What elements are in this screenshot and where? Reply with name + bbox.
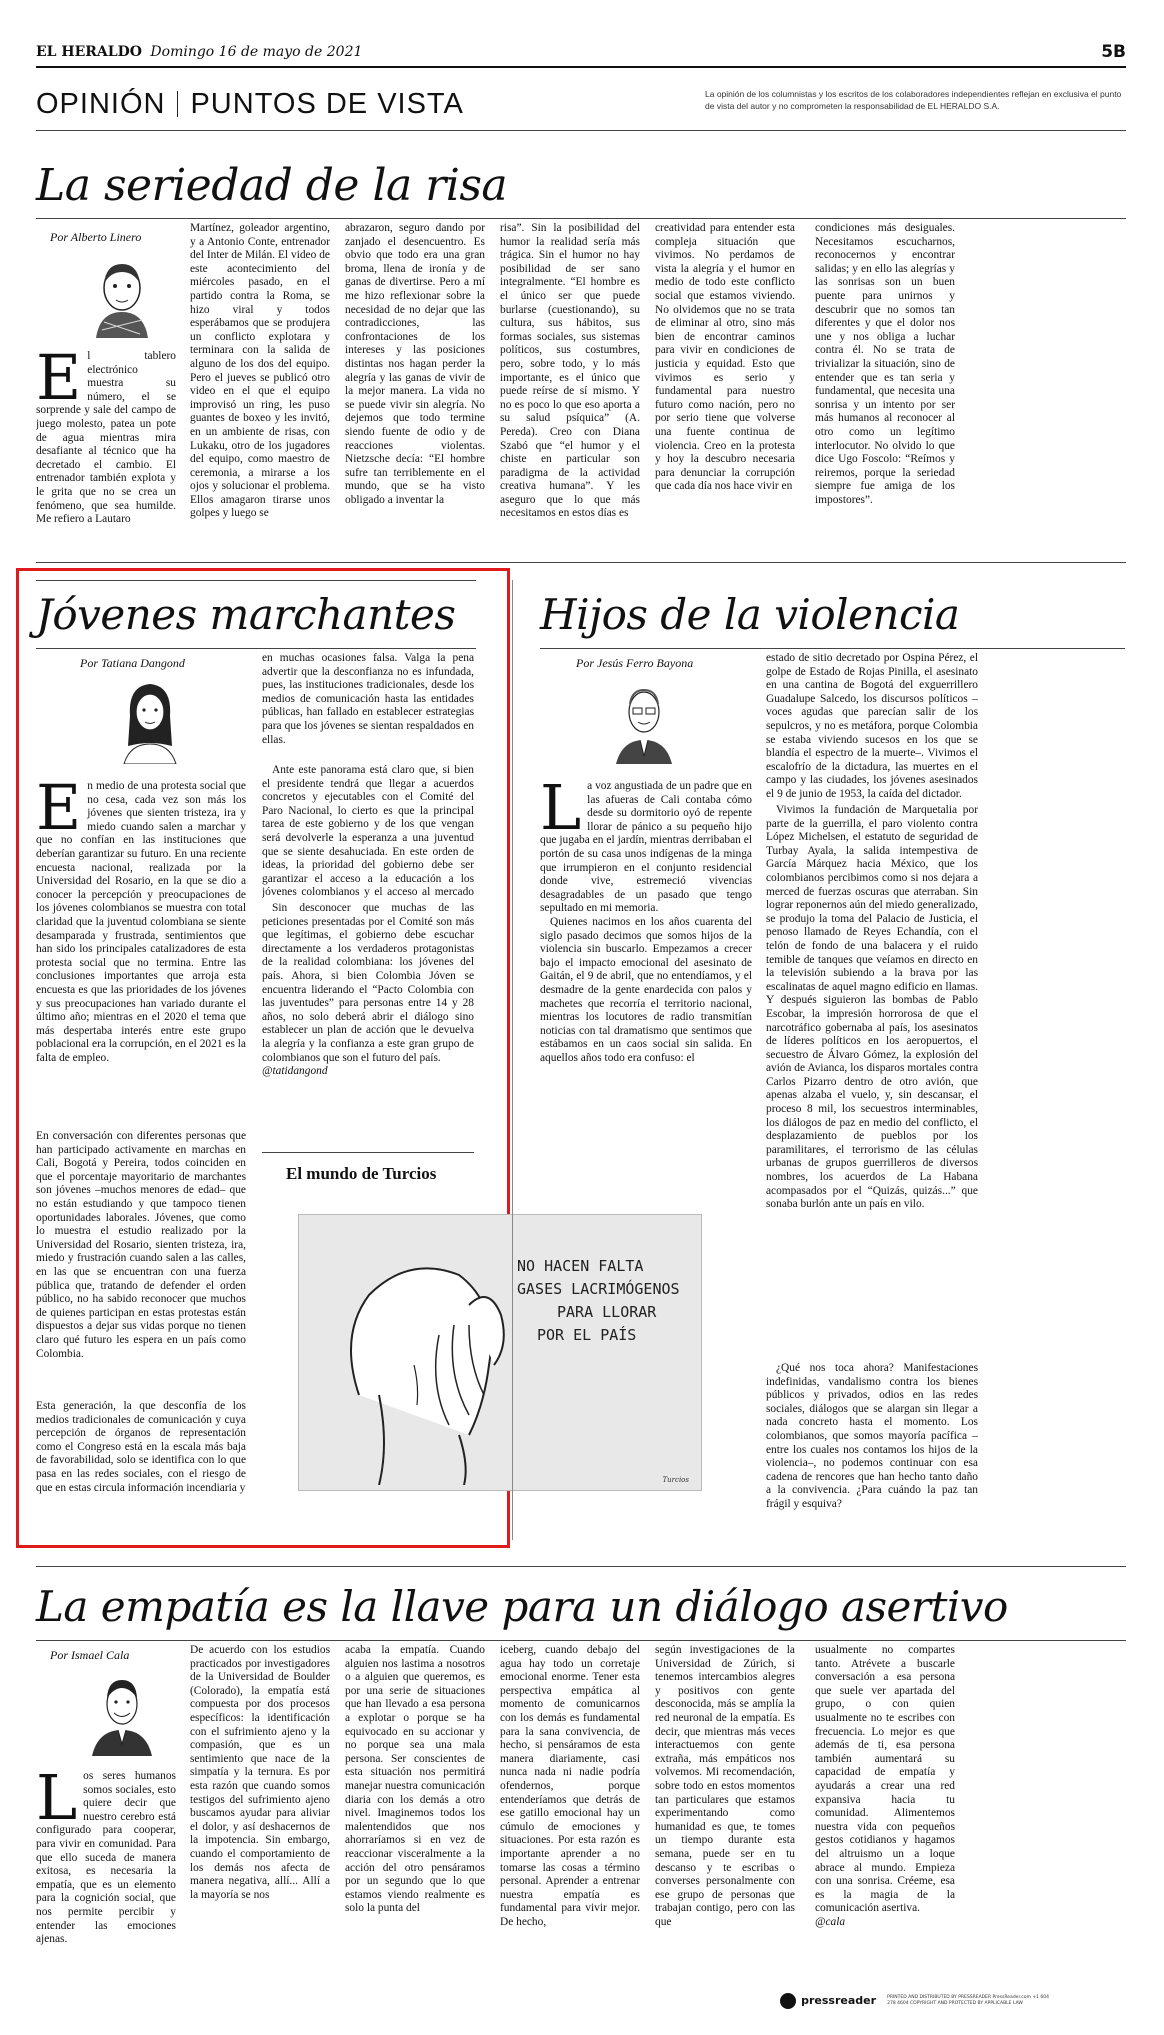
crying-figure-drawing [319,1245,519,1485]
issue-date: Domingo 16 de mayo de 2021 [150,44,363,60]
masthead [36,44,1126,64]
section-rule [36,130,1126,131]
author-portrait [82,1668,162,1756]
article-rule [36,1566,1126,1567]
author-portrait [110,676,190,764]
column-text: n medio de una protesta social que no cesa, cada vez son más los jóvenes que sienten tristeza, ira y miedo cuando salen a marchar y que no confían en las instituciones que deberían garantizar su futuro. En una reciente encuesta nacional, realizada por la Universidad del Rosario, en la que se dio a conocer la percepción y preocupaciones de los jóvenes colombianos se muestra con total claridad que la juventud colombiana se siente desamparada y frustrada, sentimientos que han sido los principales catalizadores de esta protesta social que no termina. Entre las conclusiones importantes que arroja esta encuesta es que las prioridades de los jóvenes y sus preocupaciones han variado durante el último año; mientras en el 2020 el tema que más despertaba interés entre este grupo poblacional era la corrupción, en el 2021 es la falta de empleo. [36,780,246,1064]
article-column: iceberg, cuando debajo del agua hay todo un corretaje emocional enorme. Tener esta perspectiva empática al momento de comunicarnos con los demás es fundamental para la sana convivencia, de hecho, si pensáramos de esta manera diariamente, casi nunca nada ni nadie podría ofendernos, porque entenderíamos que detrás de ese gatillo emocional hay un cúmulo de emociones y situaciones. Por esta razón es importante aprender a no tomarse las cosas a término personal. Aprender a entrenar nuestra empatía es fundamental para vivir mejor. De hecho, [500,1644,640,1928]
article-column [36,1770,176,1970]
column-paragraph: ¿Qué nos toca ahora? Manifestaciones indefinidas, vandalismo contra los bienes públicos y privados, odios en las redes sociales, diálogos que se alargan sin llegar a nada concreto hasta el momento. Los colombianos, que somos mayoría pacífica –entre los cuales nos contamos los hijos de la violencia–, no podemos continuar con esa cadena de rencores que han hecho tanto daño a la convivencia. ¿Para cuándo la paz tan frágil y esquiva? [766,1362,978,1510]
article-column [36,780,246,1130]
article-column: Martínez, goleador argentino, y a Antonio Conte, entrenador del Inter de Milán. El video de este acontecimiento del miércoles pasado, en el partido contra la Roma, se hizo viral y todos esperábamos que se produjera un conflicto explotara y terminara con la salida de alguno de los dos del equipo. Pero el jueves se publicó otro video en el que el equipo improvisó un ring, les puso guantes de boxeo y les invitó, en un ambiente de risas, con Lukaku, otro de los jugadores del equipo, como maestro de ceremonia, a mirarse a los ojos y solucionar el problema. Ellos amagaron tirarse unos golpes y luego se [190,222,330,520]
article-title: Hijos de la violencia [540,590,960,639]
section-header [36,88,464,121]
pressreader-icon [780,1993,796,2009]
drop-cap: E [36,780,82,844]
article-column [766,804,978,1360]
column-paragraph: Vivimos la fundación de Marquetalia por parte de la guerrilla, el paro violento contra López Michelsen, el estatuto de seguridad de Turbay Ayala, la salida intempestiva de García Márquez hacia México, que los colombianos percibimos como si nos dejara a merced de fuerzas oscuras que aterraban. Sin lograr reponernos aún del miedo generalizado, se produjo la toma del Palacio de Justicia, el penoso llamado de Reyes Echandía, con el telón de fondo de una balacera y el ruido temible de tanques que veíamos en directo en la televisión subiendo a la brava por las escalinatas de aquel magno edificio en llamas. Y después siguieron las bombas de Pablo Escobar, la impresión horrorosa de que el narcotráfico gobernaba al país, los asesinatos de líderes políticos en los aeropuertos, el secuestro de Álvaro Gómez, la explosión del avión de Avianca, los disparos mortales contra Carlos Pizarro dentro de otro avión, que apenas alzaba el vuelo, y, sin descansar, el proceso 8 mil, los secuestros interminables, los diálogos de paz en medio del conflicto, el desplazamiento de pueblos por los paramilitares, el terrorismo de las células urbanas de grupos guerrilleros de diversos nombres, los acuerdos de La Habana acompasados por el “Quizás, quizás...” que sonaba burlón ante un país en vilo. [766,804,978,1211]
article-rule [36,218,1126,219]
column-text: l tablero electrónico muestra su número, el se sorprende y sale del campo de juego molesto, patea un pote de agua mientras mira desafiante al técnico que ha decretado el cambio. El entrenador también explota y le grita que no se crea un fenómeno, que sea humilde. Me refiero a Lautaro [36,350,176,526]
section-disclaimer: La opinión de los columnistas y los escritos de los colaboradores independientes reflejan en exclusiva el punto de vista del autor y no comprometen la responsabilidad de EL HERALDO S.A. [705,89,1122,111]
article-byline: Por Ismael Cala [50,1648,130,1662]
column-paragraph: en muchas ocasiones falsa. Valga la pena advertir que la desconfianza no es infundada, pues, las instituciones tradicionales, desde los medios de comunicación hasta las entidades públicas, han fallado en establecer estrategias para que los jóvenes se sientan respaldados en ellas. [262,652,474,746]
article-column [540,780,752,1120]
cartoon-title: El mundo de Turcios [286,1164,437,1183]
article-column: acaba la empatía. Cuando alguien nos lastima a nosotros o a alguien que queremos, es por una serie de situaciones que han llevado a esa persona a explotar o porque se ha equivocado en su accionar y no porque sea una mala persona. Ser conscientes de esta situación nos permitirá manejar nuestra comunicación diaria con los demás a otro nivel. Imaginemos todos los malentendidos que nos ahorraríamos si en vez de reaccionar visceralmente a la acción del otro pensáramos por un segundo que lo que estamos viendo realmente es solo la punta del [345,1644,485,1915]
column-paragraph: Quienes nacimos en los años cuarenta del siglo pasado decimos que somos hijos de la violencia sin buscarlo. Empezamos a crecer bajo el impacto emocional del asesinato de Gaitán, el 9 de abril, que no entendíamos, y el desmadre de la gente enardecida con palos y machetes que recorría el territorio nacional, mientras los locutores de radio transmitían noticias con tal dramatismo que sentimos que estábamos en un caos social sin salida. En aquellos años todo era confuso: el [540,915,752,1064]
article-column: risa”. Sin la posibilidad del humor la realidad sería más trágica. Sin el humor no hay posibilidad de ser sano integralmente. “El hombre es el único ser que puede burlarse (cuestionando), su cultura, sus hábitos, sus formas sociales, sus sistemas políticos, sus costumbres, pero, sobre todo, y lo más importante, es el único que puede reírse de sí mismo. Y no es poco lo que eso aporta a su salud psíquica” (A. Pereda). Creo con Diana Szabó que “el humor y el chiste en particular son paradigma de la actividad creativa humana”. Y les aseguro que lo que más necesitamos en estos días es [500,222,640,520]
cartoon-caption-line: PARA LLORAR [557,1303,657,1321]
column-paragraph: Esta generación, la que desconfía de los medios tradicionales de comunicación y cuya percepción de órganos de representación como el Congreso está en la escala más baja de favorabilidad, solo se identifica con lo que pasa en las redes sociales, con el riesgo de que en estas circula información incendiaria y [36,1400,246,1494]
article-column [36,1130,246,1398]
author-portrait [604,676,684,764]
article-rule [36,580,476,581]
article-column: creatividad para entender esta compleja situación que vivimos. No perdamos de vista la alegría y el humor en medio de todo este conflicto social que estamos viviendo. No olvidemos que no se trata de eliminar al otro, sino más bien de encontrar caminos para vivir en condiciones de justicia y equidad. Esto que vivimos es serio y fundamental para nuestro futuro como nación, pero no por serio tiene que volverse una fuente continua de violencia. Creo en la protesta y hoy la descubro necesaria para denunciar la corrupción que cada día nos hace vivir en [655,222,795,493]
column-paragraph: Sin desconocer que muchas de las peticiones presentadas por el Comité son más que legítimas, el gobierno debe escuchar directamente a los verdaderos protagonistas de la realidad colombiana: los jóvenes del país. Ahora, si bien Colombia Jóven se encuentra liderando el “Pacto Colombia con las juventudes” para personas entre 14 y 28 años, no solo deberá abrir el diálogo sino establecer un plan de acción que le devuelva la alegría y la confianza a este gran grupo de colombianos que son el futuro del país. [262,902,474,1064]
article-column [36,350,176,530]
article-column [815,1644,955,1960]
cartoon-panel [298,1214,702,1491]
article-column [766,652,978,802]
footer [780,1990,1110,2012]
drop-cap: E [36,350,82,414]
cartoon-caption-line: GASES LACRIMÓGENOS [517,1280,680,1298]
section-subname: PUNTOS DE VISTA [190,88,464,120]
column-paragraph: estado de sitio decretado por Ospina Pérez, el golpe de Estado de Rojas Pinilla, el asesinato en una cantina de Bogotá del exguerrillero Guadalupe Salcedo, los discursos políticos –voces agudas que parecían salir de los sepulcros, y no es metáfora, porque Colombia se estaba viviendo sucesos en los que se blandía el espectro de la muerte–. Vivimos el escalofrío de la dictadura, las muertes en el campo y las ciudades, los jóvenes asesinados el 9 de junio de 1953, la caída del dictador. [766,652,978,800]
author-handle: @cala [815,1915,846,1928]
pressreader-logo: pressreader [801,1994,877,2007]
section-name: OPINIÓN [36,88,166,120]
cartoon-caption-line: NO HACEN FALTA [517,1257,644,1275]
masthead-rule [36,66,1126,68]
page-number: 5B [1101,42,1126,62]
author-handle: @tatidangond [262,1065,328,1078]
column-text: usualmente no compartes tanto. Atrévete a buscarle conversación a esa persona que suele ver apartada del grupo, o con quien usualmente no te escribes con frecuencia. Lo mejor es que además de ti, esa persona también aumentará su capacidad de empatía y ayudarás a crear una red expansiva hacia tu comunidad. Alimentemos nuestra vida con pequeños gestos cotidianos y hagamos del altruismo un a loque abrace al mundo. Empieza con una sonrisa. Créeme, esa es la magia de la comunicación asertiva. [815,1644,955,1915]
article-column: De acuerdo con los estudios practicados por investigadores de la Universidad de Boulder (Colorado), la empatía está compuesta por dos procesos específicos: la identificación con el sufrimiento ajeno y la compasión, que es un sentimiento que nace de la simpatía y la ternura. Es por esta razón que cuando somos testigos del sufrimiento ajeno buscamos ayudar para aliviar el dolor, y así deshacernos de la impotencia. Sin embargo, cuando el comportamiento de los demás nos afecta de manera negativa, allí... Allí a la mayoría se nos [190,1644,330,1901]
article-rule [36,562,1126,563]
article-column: según investigaciones de la Universidad de Zúrich, si tenemos intercambios alegres y positivos con gente desconocida, más se amplía la red neuronal de la empatía. Es decir, que mientras más veces interactuemos con gente extraña, más empáticos nos volvemos. Mi recomendación, sobre todo en estos momentos tan particulares que estamos experimentando como humanidad es que, te tomes un tiempo durante esta semana, puede ser en tu descanso y te escribas o converses personalmente con ese grupo de personas que trabajan contigo, pero con las que [655,1644,795,1928]
article-column [262,652,474,762]
article-rule [36,1640,1126,1641]
drop-cap: L [36,1770,78,1834]
article-byline: Por Alberto Linero [50,230,142,244]
article-title: Jóvenes marchantes [36,590,456,639]
article-title: La seriedad de la risa [36,160,508,211]
article-column [36,1400,246,1530]
cartoon-caption-line: POR EL PAÍS [537,1326,637,1344]
drop-cap: L [540,780,582,844]
column-paragraph: En conversación con diferentes personas que han participado activamente en marchas en Cali, Bogotá y Pereira, todos coinciden en que el porcentaje mayoritario de marchantes son jóvenes –muchos menores de edad– que no están estudiando y que tampoco tienen oportunidades laborales. Jóvenes, que como lo muestra el estudio realizado por la Universidad del Rosario, sienten tristeza, ira, miedo y frustración cuando salen a las calles, en las que se encuentran con una fuerza pública que, tratando de defender el orden público, no ha sabido reconocer que muchos de quienes participan en estas protestas están dispuestos a dejar sus vidas porque no tienen claro qué futuro les espera en un país como Colombia. [36,1130,246,1360]
newspaper-name: EL HERALDO [36,44,142,60]
cartoon-rule [262,1152,474,1153]
author-portrait [82,252,162,338]
cartoon-caption [517,1255,680,1347]
article-rule [36,648,476,649]
column-text: os seres humanos somos sociales, esto quiere decir que nuestro cerebro está configurado para cooperar, para vivir en comunidad. Para que ello suceda de manera exitosa, es necesaria la empatía, que es un elemento para la cognición social, que nos permite percibir y entender las emociones ajenas. [36,1770,176,1946]
article-column [262,902,474,1122]
article-column: abrazaron, seguro dando por zanjado el desencuentro. Es obvio que todo era una gran broma, llena de ironía y de ganas de divertirse. Pero a mí me hizo reflexionar sobre la necesidad de no dejar que las contradicciones, las confrontaciones de los intereses y las posiciones distintas nos hagan perder la alegría y las ganas de vivir de la mejor manera. La vida no se puede vivir sin alegría. No dejemos que todo termine siendo fuente de odio y de reacciones violentas. Nietzsche decía: “El hombre sufre tan terriblemente en el mundo, que se ha visto obligado a inventar la [345,222,485,506]
article-column [262,764,474,900]
footer-note: PRINTED AND DISTRIBUTED BY PRESSREADER PressReader.com +1 604 278 4604 COPYRIGHT AND PROTECTED BY APPLICABLE LAW [887,1994,1050,2006]
article-byline: Por Jesús Ferro Bayona [576,656,694,670]
article-rule [540,648,1125,649]
section-separator [177,91,178,117]
article-column: condiciones más desiguales. Necesitamos escucharnos, reconocernos y encontrar salidas; y en ello las alegrías y las sonrisas son un buen puente para unirnos y descubrir que no somos tan diferentes y que el dolor nos une y nos obliga a luchar contra él. No se trata de trivializar la situación, sino de entender que es tan seria y fundamental, que necesita una sonrisa y un intento por ser más humanos al reconocer al otro como un legítimo interlocutor. No olvido lo que dice Ugo Foscolo: “Reímos y reiremos, porque la seriedad siempre fue amiga de los impostores”. [815,222,955,506]
column-paragraph: Ante este panorama está claro que, si bien el presidente tendrá que llegar a acuerdos concretos y ejecutables con el Comité del Paro Nacional, lo cierto es que la principal tarea de este gobierno y de los que vengan será devolverle la esperanza a una juventud que se siente desahuciada. En este orden de ideas, la prioridad del gobierno debe ser garantizar el acceso a la educación a los jóvenes colombianos y el acceso al mercado [262,764,474,899]
article-title: La empatía es la llave para un diálogo asertivo [36,1582,1008,1631]
column-divider [512,580,513,1540]
article-column [766,1362,978,1532]
article-byline: Por Tatiana Dangond [80,656,185,670]
cartoonist-signature: Turcios [662,1476,689,1484]
column-text: a voz angustiada de un padre que en las afueras de Cali contaba cómo desde su dormitorio oyó de repente llorar de pánico a su pequeño hijo que jugaba en el jardín, mientras derribaban el portón de su casa unos indígenas de la minga que irrumpieron en el conjunto residencial donde vive, estremeció vivencias desagradables de un pasado que tengo sepultado en mi memoria. [540,780,752,915]
